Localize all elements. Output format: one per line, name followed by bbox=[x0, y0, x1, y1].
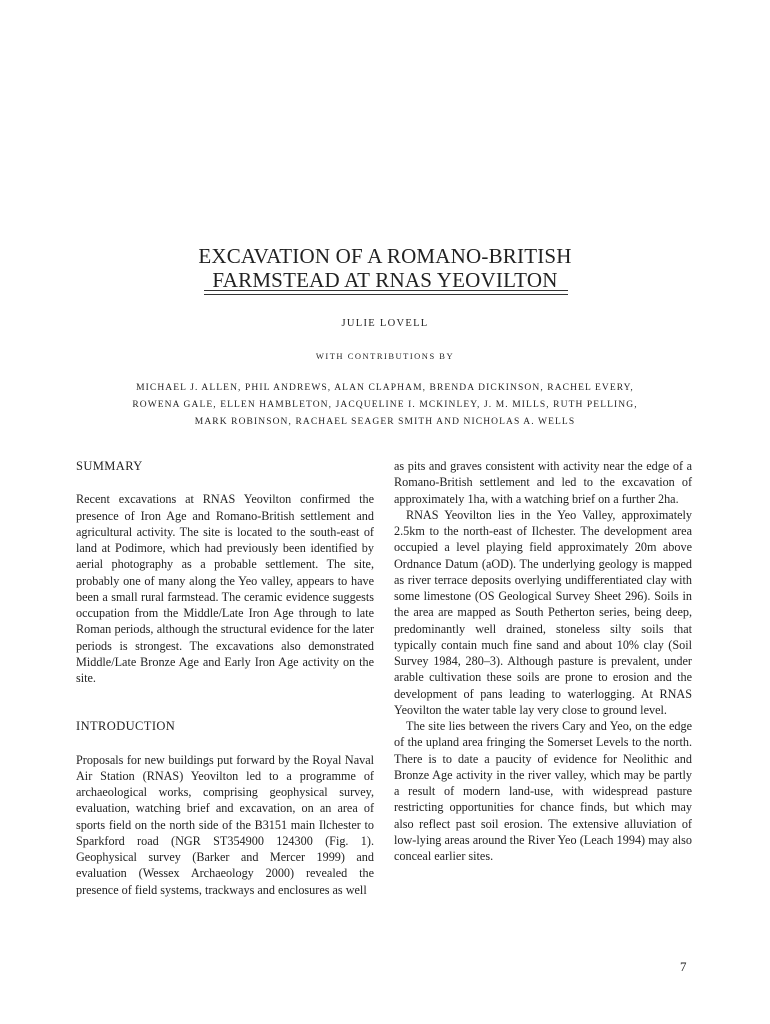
contributors-line-2: ROWENA GALE, ELLEN HAMBLETON, JACQUELINE I. MCKINLEY, J. M. MILLS, RUTH PELLING, bbox=[132, 400, 638, 410]
left-column bbox=[76, 458, 374, 898]
title-underline-1 bbox=[204, 290, 568, 291]
introduction-paragraph-1-continued: as pits and graves consistent with activity near the edge of a Romano-British settlement and led to the excavation of approximately 1ha, with a watching brief on a further 2ha. bbox=[394, 459, 692, 506]
summary-heading: SUMMARY bbox=[76, 459, 143, 473]
contributors-line-3: MARK ROBINSON, RACHAEL SEAGER SMITH AND NICHOLAS A. WELLS bbox=[194, 417, 576, 427]
right-column bbox=[394, 458, 692, 864]
introduction-heading: INTRODUCTION bbox=[76, 719, 176, 734]
title-line-1: EXCAVATION OF A ROMANO-BRITISH bbox=[198, 244, 572, 268]
contributors-list bbox=[0, 380, 770, 431]
contributors-line-1: MICHAEL J. ALLEN, PHIL ANDREWS, ALAN CLAPHAM, BRENDA DICKINSON, RACHEL EVERY, bbox=[136, 383, 634, 393]
title-line-2: FARMSTEAD AT RNAS YEOVILTON bbox=[212, 268, 558, 292]
introduction-paragraph-1: Proposals for new buildings put forward by the Royal Naval Air Station (RNAS) Yeovilton led to a programme of archaeological works, comprising geophysical survey, evaluation, watching brief and excavation, on an area of sports field on the north side of the B3151 main Ilchester to Sparkford road (NGR ST354900 124300 (Fig. 1). Geophysical survey (Barker and Mercer 1999) and evaluation (Wessex Archaeology 2000) revealed the presence of field systems, trackways and enclosures as well bbox=[76, 752, 374, 897]
introduction-paragraph-3: The site lies between the rivers Cary and Yeo, on the edge of the upland area fringing the Somerset Levels to the north. There is to date a paucity of evidence for Neolithic and Bronze Age activity in the river valley, which may be partly a result of modern land-use, with widespread pasture restricting opportunities for chance finds, but which may also reflect past soil erosion. The extensive alluviation of low-lying areas around the River Yeo (Leach 1994) may also conceal earlier sites. bbox=[394, 719, 692, 863]
summary-text: Recent excavations at RNAS Yeovilton confirmed the presence of Iron Age and Romano-British settlement and agricultural activity. The site is located to the south-east of land at Podimore, which had previously been identified by aerial photography as a probable settlement. The site, probably one of many along the Yeo valley, appears to have been a small rural farmstead. The ceramic evidence suggests occupation from the Middle/Late Iron Age through to late Roman periods, although the structural evidence for the later periods is strongest. The excavations also demonstrated Middle/Late Bronze Age and Early Iron Age activity on the site. bbox=[76, 492, 374, 685]
introduction-paragraph-2: RNAS Yeovilton lies in the Yeo Valley, approximately 2.5km to the north-east of Ilchester. The development area occupied a level playing field approximately 20m above Ordnance Datum (aOD). The underlying geology is mapped as river terrace deposits overlying undifferentiated clay with some limestone (OS Geological Survey Sheet 296). Soils in the area are mapped as South Petherton series, being deep, predominantly well drained, stoneless silty soils that typically contain much fine sand and about 10% clay (Soil Survey 1984, 280–3). Although pasture is prevalent, under arable cultivation these soils are prone to erosion and the development of pans leading to waterlogging. At RNAS Yeovilton the water table lay very close to ground level. bbox=[394, 507, 692, 717]
author-name: JULIE LOVELL bbox=[341, 318, 429, 329]
article-title bbox=[0, 244, 770, 292]
title-underline-2 bbox=[204, 294, 568, 295]
contributions-label: WITH CONTRIBUTIONS BY bbox=[315, 351, 455, 361]
page-number: 7 bbox=[680, 959, 687, 974]
